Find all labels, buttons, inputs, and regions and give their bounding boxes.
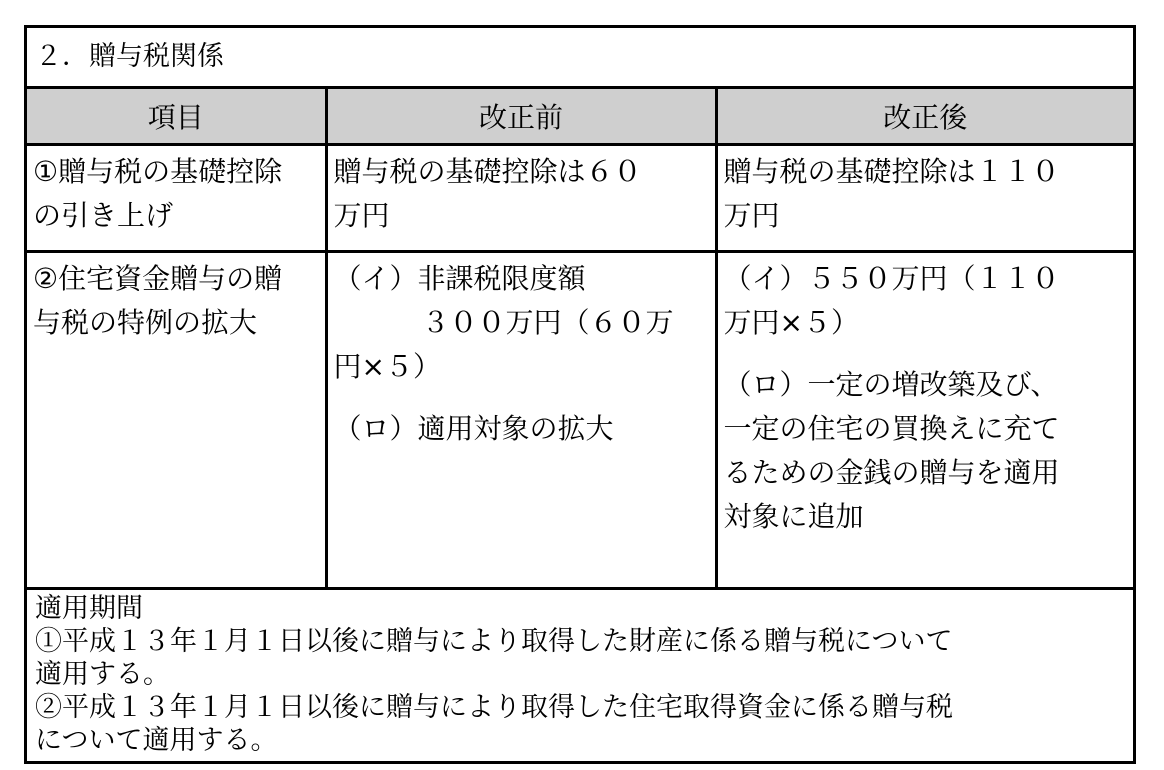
table-row [27, 145, 1133, 252]
after-ro-line: るための金銭の贈与を適用 [723, 456, 1060, 489]
after-ro-line: 一定の住宅の買換えに充て [723, 412, 1060, 445]
before-i-line: （イ）非課税限度額 [333, 262, 586, 295]
before-i-amount: ３００万円（６０万 [421, 306, 674, 339]
row1-item-line: ①贈与税の基礎控除 [33, 155, 283, 188]
row1-after-cell [716, 145, 1133, 252]
row2-before-cell [326, 252, 716, 589]
tax-revision-table [24, 25, 1136, 764]
header-before: 改正前 [326, 89, 716, 145]
section-title: ２．贈与税関係 [27, 28, 1133, 89]
header-item: 項目 [27, 89, 326, 145]
row2-item-line: ②住宅資金贈与の贈 [33, 262, 283, 295]
after-ro-line: 対象に追加 [723, 500, 864, 533]
application-period-notes [27, 589, 1133, 761]
header-row [27, 89, 1133, 145]
row1-item-cell [27, 145, 326, 252]
row2-item-cell [27, 252, 326, 589]
table-row [27, 252, 1133, 589]
header-after: 改正後 [716, 89, 1133, 145]
after-ro-line: （ロ）一定の増改築及び、 [723, 368, 1059, 401]
revision-grid [27, 89, 1133, 590]
row1-before-line: 万円 [333, 199, 390, 232]
row2-item-line: 与税の特例の拡大 [33, 306, 258, 339]
after-i-line: （イ）５５０万円（１１０ [723, 262, 1060, 295]
before-ro-line: （ロ）適用対象の拡大 [333, 412, 614, 445]
spacer [724, 345, 1128, 363]
row1-after-line: 贈与税の基礎控除は１１０ [723, 155, 1060, 188]
after-i-line: 万円×５） [723, 306, 859, 339]
spacer [334, 389, 709, 407]
row1-before-line: 贈与税の基礎控除は６０ [333, 155, 642, 188]
row1-after-line: 万円 [723, 199, 780, 232]
before-i-amount-cont: 円×５） [333, 350, 441, 383]
notes-line: ②平成１３年１月１日以後に贈与により取得した住宅取得資金に係る贈与税 [35, 692, 953, 723]
row1-before-cell [326, 145, 716, 252]
notes-line: 適用する。 [35, 659, 170, 690]
notes-line: ①平成１３年１月１日以後に贈与により取得した財産に係る贈与税について [35, 626, 953, 657]
row1-item-line: の引き上げ [33, 199, 174, 232]
notes-heading: 適用期間 [35, 593, 143, 624]
row2-after-cell [716, 252, 1133, 589]
notes-line: について適用する。 [35, 725, 278, 756]
